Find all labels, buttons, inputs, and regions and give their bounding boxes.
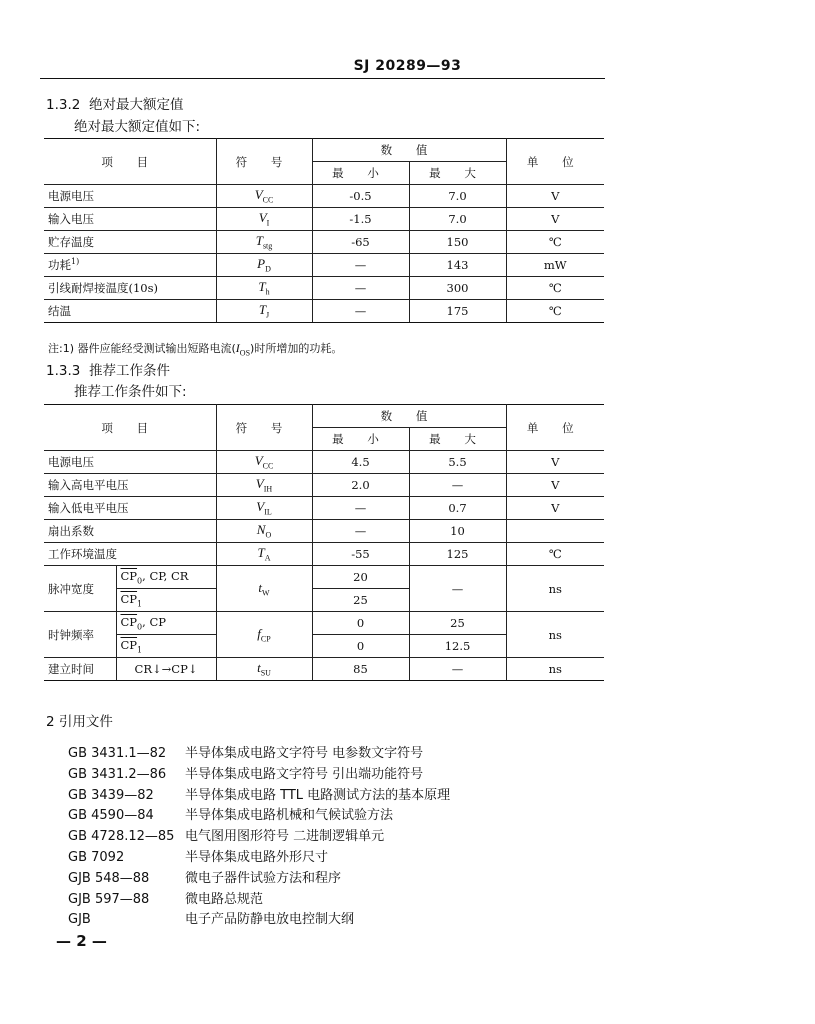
section-132-number: 1.3.2	[46, 97, 81, 113]
reference-code: GB 3431.1—82	[68, 746, 167, 761]
clock-symbol: $f_{CP}$	[216, 612, 312, 658]
reference-title: 微电路总规范	[185, 891, 264, 907]
reference-title: 半导体集成电路 TTL 电路测试方法的基本原理	[185, 787, 451, 803]
pulse-min-1: 20	[312, 566, 409, 589]
reference-code: GJB	[68, 912, 91, 928]
recommended-conditions-table	[44, 404, 604, 681]
row-max: —	[409, 474, 506, 497]
col-max: 最 大	[409, 162, 506, 185]
row-unit: V	[506, 451, 604, 474]
row-item: 引线耐焊接温度(10s)	[44, 277, 216, 300]
row-item: 结温	[44, 300, 216, 323]
col-min: 最 小	[312, 162, 409, 185]
pulse-symbol: $t_W$	[216, 566, 312, 612]
col-item: 项 目	[44, 139, 216, 185]
row-max: 143	[409, 254, 506, 277]
row-min: —	[312, 300, 409, 323]
row-symbol: $V_{CC}$	[216, 451, 312, 474]
row-min: 2.0	[312, 474, 409, 497]
row-min: -65	[312, 231, 409, 254]
row-item: 输入低电平电压	[44, 497, 216, 520]
row-min: -55	[312, 543, 409, 566]
setup-max: —	[409, 658, 506, 681]
clock-max-2: 12.5	[409, 635, 506, 658]
row-unit: ℃	[506, 300, 604, 323]
pulse-item: 脉冲宽度	[44, 566, 116, 612]
table-row	[44, 497, 604, 520]
row-item: 电源电压	[44, 451, 216, 474]
clock-cond-1: $\overline{CP}_0$, CP	[116, 612, 216, 635]
table-row	[44, 208, 604, 231]
reference-title: 电子产品防静电放电控制大纲	[185, 912, 355, 928]
reference-list	[68, 742, 450, 929]
row-item: 输入电压	[44, 208, 216, 231]
reference-code: GB 3431.2—86	[68, 766, 167, 782]
row-item: 输入高电平电压	[44, 474, 216, 497]
section-133-number: 1.3.3	[46, 363, 81, 379]
row-min: —	[312, 254, 409, 277]
pulse-cond-1: $\overline{CP}_0$, CP, CR	[116, 566, 216, 589]
row-max: 7.0	[409, 208, 506, 231]
reference-title: 半导体集成电路文字符号 引出端功能符号	[185, 766, 424, 782]
clock-unit: ns	[506, 612, 604, 658]
row-max: 0.7	[409, 497, 506, 520]
table-row	[44, 185, 604, 208]
table-row	[44, 231, 604, 254]
row-min: 4.5	[312, 451, 409, 474]
section-132-heading	[46, 93, 183, 113]
reference-title: 电气图用图形符号 二进制逻辑单元	[185, 829, 385, 845]
reference-title: 微电子器件试验方法和程序	[185, 870, 342, 886]
row-min: —	[312, 497, 409, 520]
row-item: 电源电压	[44, 185, 216, 208]
col-value: 数 值	[312, 405, 506, 428]
table-row	[44, 612, 604, 635]
row-max: 10	[409, 520, 506, 543]
section-133-intro: 推荐工作条件如下:	[74, 384, 187, 400]
row-max: 5.5	[409, 451, 506, 474]
reference-code: GB 7092	[68, 849, 125, 865]
clock-max-1: 25	[409, 612, 506, 635]
reference-item	[68, 804, 450, 825]
row-min: —	[312, 277, 409, 300]
row-unit: V	[506, 497, 604, 520]
reference-code: GJB 597—88	[68, 891, 150, 907]
clock-min-2: 0	[312, 635, 409, 658]
row-unit: ℃	[506, 231, 604, 254]
setup-unit: ns	[506, 658, 604, 681]
reference-code: GB 3439—82	[68, 787, 154, 803]
table-row	[44, 520, 604, 543]
row-max: 300	[409, 277, 506, 300]
section-132-intro: 绝对最大额定值如下:	[74, 119, 201, 135]
row-symbol: $P_D$	[216, 254, 312, 277]
header-rule	[40, 78, 605, 79]
reference-code: GJB 548—88	[68, 870, 150, 886]
clock-min-1: 0	[312, 612, 409, 635]
row-symbol: $T_A$	[216, 543, 312, 566]
reference-item	[68, 888, 450, 909]
reference-title: 半导体集成电路文字符号 电参数文字符号	[185, 746, 424, 761]
row-max: 150	[409, 231, 506, 254]
row-item: 功耗$^{1)}$	[44, 254, 216, 277]
table-row	[44, 474, 604, 497]
table-note: 注:1) 器件应能经受测试输出短路电流$(I_{OS})$时所增加的功耗。	[48, 341, 343, 358]
table-row	[44, 277, 604, 300]
reference-item	[68, 867, 450, 888]
row-unit: V	[506, 208, 604, 231]
row-unit: ℃	[506, 277, 604, 300]
col-unit: 单 位	[506, 405, 604, 451]
table-row	[44, 451, 604, 474]
col-symbol: 符 号	[216, 139, 312, 185]
reference-title: 半导体集成电路外形尺寸	[185, 849, 329, 865]
row-unit: V	[506, 474, 604, 497]
section-132-title: 绝对最大额定值	[88, 97, 184, 113]
table-row	[44, 543, 604, 566]
row-symbol: $V_{IH}$	[216, 474, 312, 497]
clock-cond-2: $\overline{CP}_1$	[116, 635, 216, 658]
reference-item	[68, 742, 450, 763]
reference-item	[68, 908, 450, 929]
page-number: — 2 —	[56, 932, 107, 950]
reference-item	[68, 784, 450, 805]
clock-item: 时钟频率	[44, 612, 116, 658]
reference-item	[68, 763, 450, 784]
row-symbol: $V_{IL}$	[216, 497, 312, 520]
row-symbol: $N_O$	[216, 520, 312, 543]
table-row	[44, 658, 604, 681]
row-min: —	[312, 520, 409, 543]
row-max: 125	[409, 543, 506, 566]
row-max: 175	[409, 300, 506, 323]
pulse-unit: ns	[506, 566, 604, 612]
row-max: 7.0	[409, 185, 506, 208]
row-symbol: $T_{stg}$	[216, 231, 312, 254]
row-symbol: $V_I$	[216, 208, 312, 231]
row-symbol: $V_{CC}$	[216, 185, 312, 208]
section-133-heading	[46, 359, 170, 379]
col-value: 数 值	[312, 139, 506, 162]
pulse-cond-2: $\overline{CP}_1$	[116, 589, 216, 612]
table-row	[44, 254, 604, 277]
setup-min: 85	[312, 658, 409, 681]
setup-cond: CR↓→CP↓	[116, 658, 216, 681]
row-min: -1.5	[312, 208, 409, 231]
document-header: SJ 20289—93	[353, 58, 462, 74]
row-symbol: $T_h$	[216, 277, 312, 300]
section-133-title: 推荐工作条件	[88, 363, 170, 379]
col-max: 最 大	[409, 428, 506, 451]
reference-item	[68, 825, 450, 846]
reference-code: GB 4728.12—85	[68, 829, 175, 845]
row-item: 贮存温度	[44, 231, 216, 254]
pulse-min-2: 25	[312, 589, 409, 612]
row-min: -0.5	[312, 185, 409, 208]
table-row	[44, 300, 604, 323]
setup-item: 建立时间	[44, 658, 116, 681]
row-symbol: $T_J$	[216, 300, 312, 323]
absolute-max-ratings-table	[44, 138, 604, 323]
pulse-max: —	[409, 566, 506, 612]
row-unit: V	[506, 185, 604, 208]
setup-symbol: $t_{SU}$	[216, 658, 312, 681]
table-row	[44, 566, 604, 589]
row-item: 扇出系数	[44, 520, 216, 543]
row-unit: mW	[506, 254, 604, 277]
col-unit: 单 位	[506, 139, 604, 185]
row-unit: ℃	[506, 543, 604, 566]
col-min: 最 小	[312, 428, 409, 451]
row-item: 工作环境温度	[44, 543, 216, 566]
col-symbol: 符 号	[216, 405, 312, 451]
row-unit	[506, 520, 604, 543]
reference-item	[68, 846, 450, 867]
reference-title: 半导体集成电路机械和气候试验方法	[185, 808, 394, 824]
reference-code: GB 4590—84	[68, 808, 154, 824]
section-2-heading: 2 引用文件	[46, 714, 113, 730]
col-item: 项 目	[44, 405, 216, 451]
